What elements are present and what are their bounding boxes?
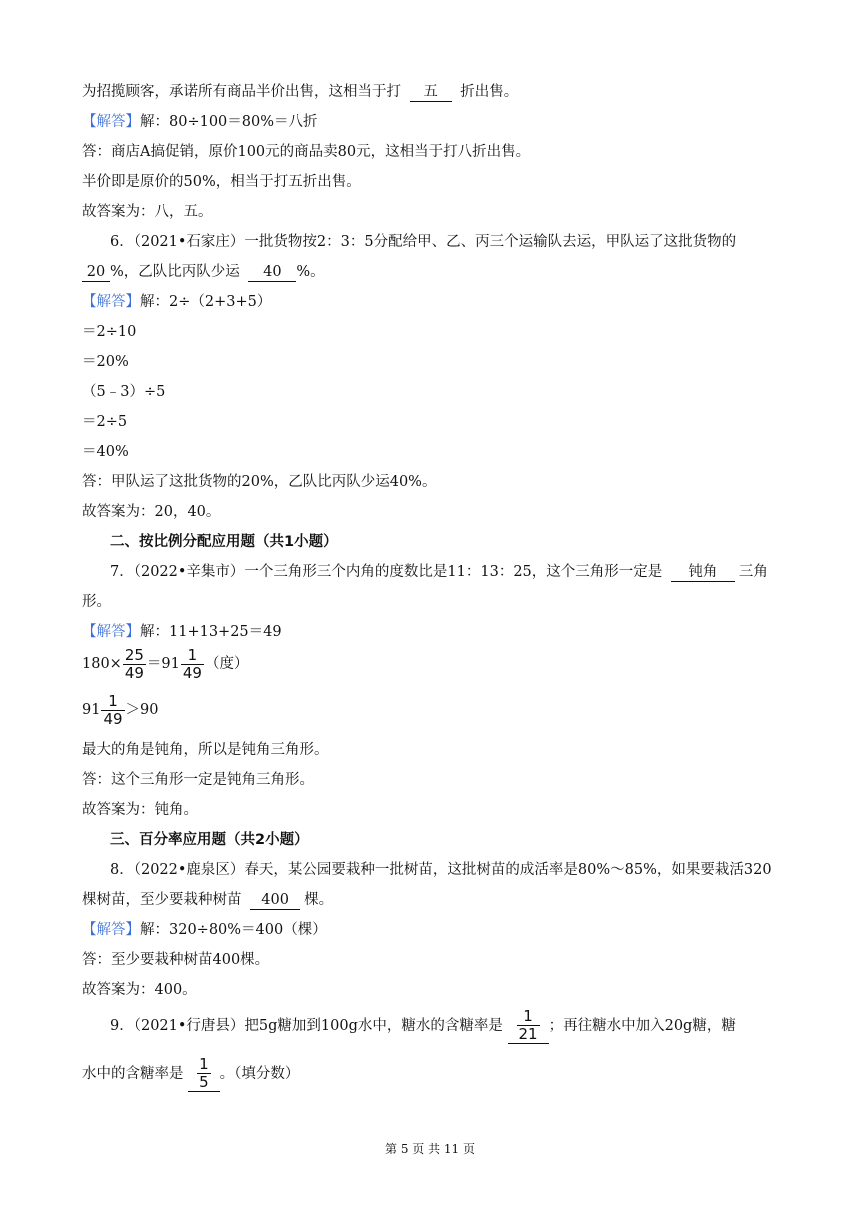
question-6-cont: 20 %，乙队比丙队少运 40 %。: [82, 262, 325, 282]
question-8: 8．（2022•鹿泉区）春天，某公园要栽种一批树苗，这批树苗的成活率是80%～85%，如果要栽活320: [110, 862, 772, 878]
question-7: 7．（2022•辛集市）一个三角形三个内角的度数比是11：13：25，这个三角形一定是 钝角 三角: [110, 564, 768, 580]
text-line: 故答案为：钝角。: [82, 802, 198, 818]
answer-tag: 【解答】: [82, 624, 140, 640]
text-line: 为招揽顾客，承诺所有商品半价出售，这相当于打 五 折出售。: [82, 84, 519, 100]
solution-line: 【解答】解：2÷（2+3+5）: [82, 294, 272, 310]
question-6: 6．（2021•石家庄）一批货物按2：3：5分配给甲、乙、丙三个运输队去运，甲队运了这批货物的: [110, 234, 737, 250]
answer-tag: 【解答】: [82, 922, 140, 938]
answer-blank: [188, 1056, 220, 1092]
fraction: $\frac{1}{21}$: [518, 1007, 538, 1043]
fraction: $\frac{25}{49}$: [124, 645, 144, 682]
text-line: 半价即是原价的50%，相当于打五折出售。: [82, 174, 361, 190]
section-heading: 二、按比例分配应用题（共1小题）: [110, 534, 338, 550]
text-line: ＝2÷10: [82, 324, 137, 340]
question-7-cont: 形。: [82, 594, 111, 610]
fraction: $\frac{1}{49}$: [103, 691, 123, 728]
text-line: 答：甲队运了这批货物的20%，乙队比丙队少运40%。: [82, 474, 437, 490]
solution-line: 【解答】解：320÷80%＝400（棵）: [82, 922, 327, 938]
section-heading: 三、百分率应用题（共2小题）: [110, 832, 309, 848]
fraction: $\frac{1}{5}$: [199, 1055, 209, 1091]
question-9: 9．（2021•行唐县）把5g糖加到100g水中，糖水的含糖率是 $\frac{1}{21}$ ；再往糖水中加入20g糖，糖: [110, 1007, 736, 1043]
page-footer: 第 5 页 共 11 页: [385, 1142, 475, 1156]
answer-blank: 钝角: [671, 564, 735, 582]
text-line: 最大的角是钝角，所以是钝角三角形。: [82, 742, 329, 758]
text-line: 故答案为：20，40。: [82, 504, 221, 520]
answer-blank: 20: [82, 264, 110, 282]
math-line: 91 $\frac{1}{49}$ ＞90: [82, 691, 159, 728]
question-9-cont: 水中的含糖率是 $\frac{1}{5}$ 。（填分数）: [82, 1055, 300, 1091]
text-line: ＝2÷5: [82, 414, 128, 430]
solution-line: 【解答】解：11+13+25＝49: [82, 624, 282, 640]
answer-blank: 40: [248, 264, 296, 282]
math-line: 180× $\frac{25}{49}$ ＝91 $\frac{1}{49}$ （度）: [82, 645, 249, 682]
solution-line: 【解答】解：80÷100＝80%＝八折: [82, 114, 318, 130]
answer-tag: 【解答】: [82, 114, 140, 130]
text-line: （5﹣3）÷5: [82, 384, 166, 400]
text-line: 答：商店A搞促销，原价100元的商品卖80元，这相当于打八折出售。: [82, 144, 531, 160]
text-line: 答：这个三角形一定是钝角三角形。: [82, 772, 314, 788]
text-line: 答：至少要栽种树苗400棵。: [82, 952, 270, 968]
question-8-cont: 棵树苗，至少要栽种树苗 400 棵。: [82, 892, 334, 908]
text-line: ＝20%: [82, 354, 129, 370]
text-line: 故答案为：八，五。: [82, 204, 213, 220]
answer-blank: [508, 1008, 549, 1044]
answer-blank: 五: [410, 84, 452, 102]
answer-tag: 【解答】: [82, 294, 140, 310]
fraction: $\frac{1}{49}$: [182, 645, 202, 682]
answer-blank: 400: [250, 892, 300, 910]
text-line: ＝40%: [82, 444, 129, 460]
text-line: 故答案为：400。: [82, 982, 197, 998]
